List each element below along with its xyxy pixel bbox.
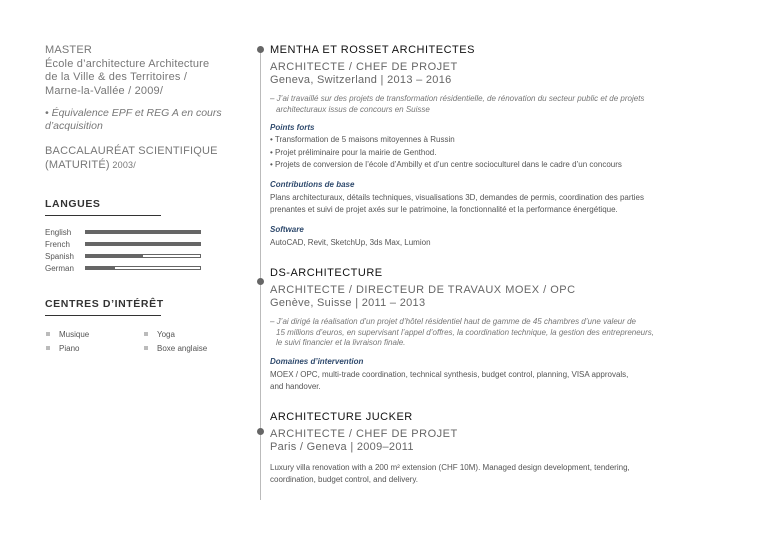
job-role: ARCHITECTE / DIRECTEUR DE TRAVAUX MOEX / OPC <box>270 284 576 296</box>
text-line: Luxury villa renovation with a 200 m² extension (CHF 10M). Managed design development, tendering, <box>270 462 630 472</box>
square-bullet-icon <box>144 346 148 350</box>
interest-item <box>143 328 233 340</box>
language-level-fill <box>86 267 115 269</box>
language-row-german <box>45 262 245 274</box>
interests-list <box>45 328 245 354</box>
interest-item <box>45 342 143 354</box>
left-column <box>45 44 245 354</box>
education-baccalaureat <box>45 145 245 172</box>
language-level-fill <box>86 243 200 245</box>
language-level-bar <box>85 230 201 234</box>
job-description <box>270 462 730 487</box>
job-entry <box>270 411 730 487</box>
timeline-dot-icon <box>257 46 264 53</box>
square-bullet-icon <box>144 332 148 336</box>
timeline-line <box>260 50 261 500</box>
summary-line: architecturaux issus de concours en Suisse <box>276 104 430 114</box>
education-equivalence-note <box>45 107 245 133</box>
subsection-title: Software <box>270 224 304 234</box>
company-name: MENTHA ET ROSSET ARCHITECTES <box>270 44 475 56</box>
language-level-fill <box>86 255 143 257</box>
job-entry <box>270 44 730 249</box>
subsection-title: Domaines d’intervention <box>270 356 364 366</box>
interest-item <box>143 342 233 354</box>
experience-column <box>270 44 730 487</box>
language-row-french <box>45 238 245 250</box>
language-name: French <box>45 239 70 249</box>
job-entry <box>270 267 730 394</box>
education-line: MASTER <box>45 44 93 56</box>
job-role: ARCHITECTE / CHEF DE PROJET <box>270 427 458 440</box>
company-name: DS-ARCHITECTURE <box>270 267 383 279</box>
software-list: AutoCAD, Revit, SketchUp, 3ds Max, Lumion <box>270 237 431 247</box>
highlight-item: • Transformation de 5 maisons mitoyennes à Russin <box>270 135 455 144</box>
interests-section <box>45 298 245 354</box>
text-line: coordination, budget control, and delivery. <box>270 475 418 484</box>
job-location-dates: Paris / Geneva | 2009–2011 <box>270 440 414 453</box>
language-name: Spanish <box>45 251 74 261</box>
interest-label: Piano <box>59 343 80 353</box>
interest-label: Yoga <box>157 329 175 339</box>
summary-line: 15 millions d’euros, en supervisant l’appel d’offres, la coordination technique, la gestion des entrepreneurs, <box>276 327 655 337</box>
section-divider <box>45 315 161 316</box>
note-line: • Équivalence EPF et REG A en cours <box>45 107 222 119</box>
language-row-english <box>45 226 245 238</box>
square-bullet-icon <box>46 346 50 350</box>
language-level-bar <box>85 242 201 246</box>
languages-section <box>45 198 245 274</box>
subsection-title: Points forts <box>270 123 315 132</box>
interests-title: CENTRES D’INTÉRÊT <box>45 298 164 310</box>
summary-line: le suivi financier et la livraison finale. <box>276 338 406 347</box>
summary-line: – J’ai dirigé la réalisation d’un projet d’hôtel résidentiel haut de gamme de 45 chambres d’une valeur de <box>270 317 636 326</box>
interest-label: Boxe anglaise <box>157 343 208 353</box>
text-line: Plans architecturaux, détails techniques, visualisations 3D, demandes de permis, coordination des parties <box>270 192 644 202</box>
language-row-spanish <box>45 250 245 262</box>
education-line: École d’architecture Architecture <box>45 57 210 70</box>
company-name: ARCHITECTURE JUCKER <box>270 410 413 423</box>
language-name: German <box>45 263 74 273</box>
section-divider <box>45 215 161 216</box>
interest-item <box>45 328 143 340</box>
education-line: Marne-la-Vallée / 2009/ <box>45 84 164 97</box>
subsection-title: Contributions de base <box>270 179 355 189</box>
language-level-fill <box>86 231 200 233</box>
bac-line <box>45 159 245 173</box>
job-role: ARCHITECTE / CHEF DE PROJET <box>270 61 458 73</box>
timeline-dot-icon <box>257 428 264 435</box>
contributions-text <box>270 192 730 217</box>
job-location-dates: Geneva, Switzerland | 2013 – 2016 <box>270 74 452 86</box>
language-level-bar <box>85 254 201 258</box>
highlight-item: • Projets de conversion de l’école d’Ambilly et d’un centre socioculturel dans le cadre d’un concours <box>270 160 622 169</box>
languages-title: LANGUES <box>45 198 101 210</box>
language-name: English <box>45 227 72 237</box>
bac-main: (MATURITÉ) <box>45 158 110 171</box>
summary-line: – J’ai travaillé sur des projets de transformation résidentielle, de rénovation du secteur public et de projets <box>270 94 645 103</box>
highlight-item: • Projet préliminaire pour la mairie de Genthod. <box>270 147 437 157</box>
job-summary <box>270 317 730 349</box>
job-location-dates: Genève, Suisse | 2011 – 2013 <box>270 297 426 309</box>
education-degree <box>45 44 245 98</box>
education-line: de la Ville & des Territoires / <box>45 71 188 83</box>
note-line: d’acquisition <box>45 120 103 132</box>
timeline-dot-icon <box>257 278 264 285</box>
language-level-bar <box>85 266 201 270</box>
highlights-list <box>270 134 730 172</box>
square-bullet-icon <box>46 332 50 336</box>
job-summary <box>270 94 730 115</box>
bac-year: 2003/ <box>109 159 136 170</box>
interest-label: Musique <box>59 329 90 339</box>
domains-text <box>270 369 730 394</box>
text-line: prenantes et suivi de projet axés sur le patrimoine, la fonctionnalité et la performance énergétique. <box>270 205 618 214</box>
bac-line: BACCALAURÉAT SCIENTIFIQUE <box>45 145 218 157</box>
languages-list <box>45 226 245 274</box>
text-line: and handover. <box>270 382 321 391</box>
text-line: MOEX / OPC, multi-trade coordination, technical synthesis, budget control, planning, VISA approvals, <box>270 369 629 379</box>
